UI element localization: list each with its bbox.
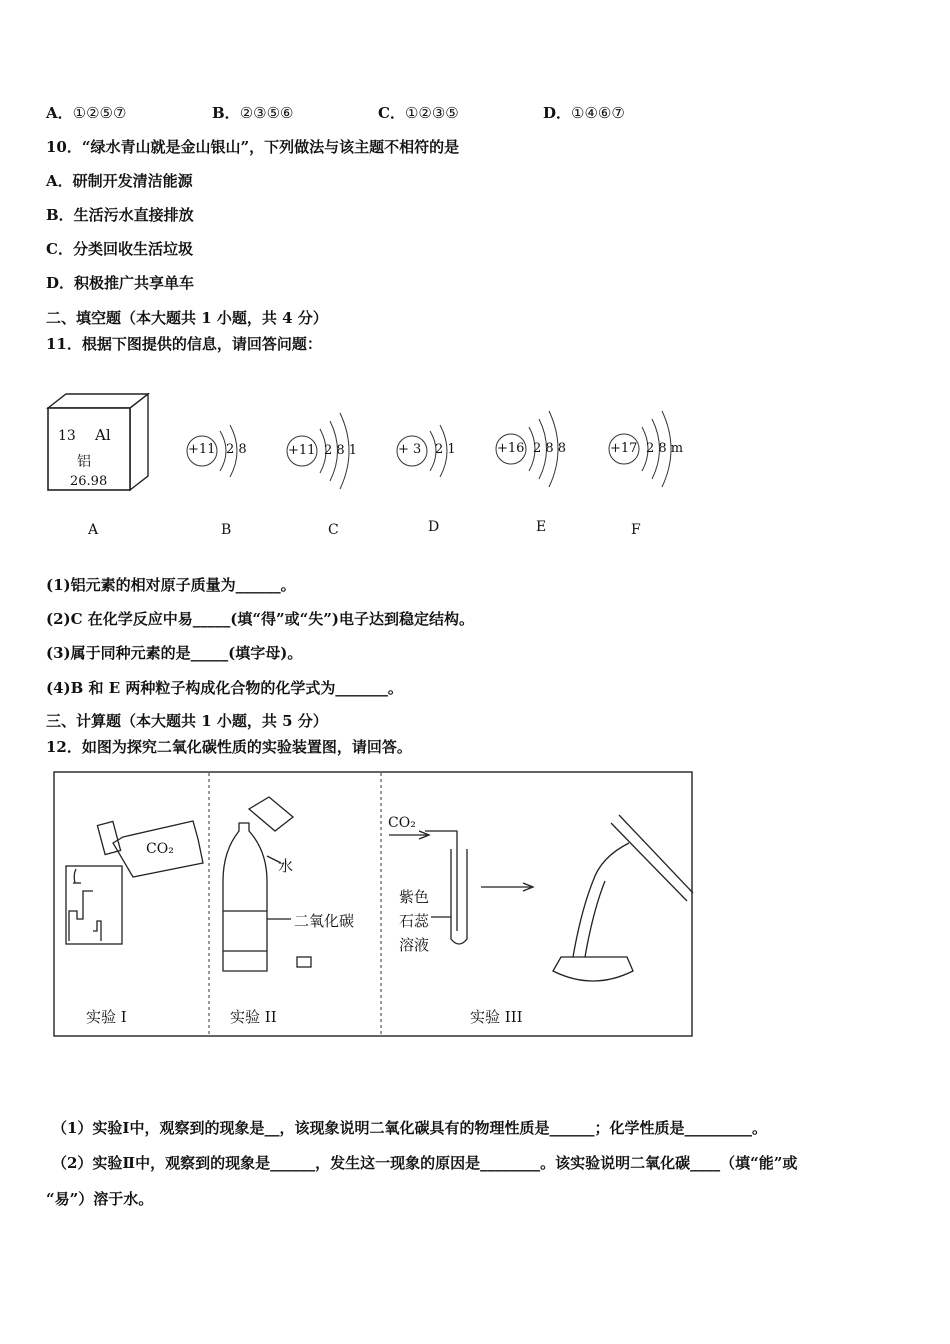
- q11-sub-1: (1)铝元素的相对原子质量为______。: [46, 576, 296, 594]
- q10-option-b: B．生活污水直接排放: [46, 206, 194, 224]
- q12-sub-1: （1）实验Ⅰ中，观察到的现象是__，该现象说明二氧化碳具有的物理性质是______；化学性质是_________。: [52, 1119, 767, 1137]
- atom-e-nucleus: +16: [497, 441, 525, 456]
- atom-c-shells: 2 8 1: [324, 443, 358, 458]
- exp2-water-label: 水: [278, 857, 294, 875]
- atom-d-nucleus: + 3: [398, 442, 422, 457]
- section-3-heading: 三、计算题（本大题共 1 小题，共 5 分）: [46, 712, 328, 730]
- q9-option-a: A．①②⑤⑦: [46, 104, 127, 122]
- q11-sub-2: (2)C 在化学反应中易_____(填“得”或“失”)电子达到稳定结构。: [46, 610, 475, 628]
- exp2-co2-label: 二氧化碳: [294, 912, 355, 930]
- q11-sub-3: (3)属于同种元素的是_____(填字母)。: [46, 644, 303, 662]
- element-symbol: Al: [95, 426, 111, 444]
- label-e: E: [536, 519, 547, 535]
- exp3-litmus-2: 石蕊: [399, 912, 430, 930]
- q9-option-c: C．①②③⑤: [378, 104, 459, 122]
- exp1-caption: 实验 I: [86, 1008, 127, 1026]
- exp1-co2-label: CO₂: [146, 841, 174, 857]
- q9-option-b: B．②③⑤⑥: [212, 104, 294, 122]
- q10-option-d: D．积极推广共享单车: [46, 274, 195, 292]
- co2-experiment-figure: [53, 771, 695, 1039]
- q12-sub-2: （2）实验Ⅱ中，观察到的现象是______，发生这一现象的原因是________。该实验说明二氧化碳____（填“能”或: [52, 1154, 798, 1172]
- atom-d-shells: 2 1: [435, 442, 456, 457]
- q11-stem: 11．根据下图提供的信息，请回答问题：: [46, 335, 322, 353]
- atom-f-shells: 2 8 m: [646, 441, 684, 456]
- label-d: D: [428, 519, 440, 535]
- q10-option-a: A．研制开发清洁能源: [46, 172, 193, 190]
- atom-b-nucleus: +11: [188, 442, 216, 457]
- exp3-litmus-1: 紫色: [399, 888, 430, 906]
- element-name: 铝: [77, 454, 91, 470]
- exp3-co2-label: CO₂: [388, 815, 416, 831]
- element-number: 13: [58, 428, 76, 444]
- q12-stem: 12．如图为探究二氧化碳性质的实验装置图，请回答。: [46, 738, 412, 756]
- q11-sub-4: (4)B 和 E 两种粒子构成化合物的化学式为_______。: [46, 679, 403, 697]
- atom-b-shells: 2 8: [226, 442, 247, 457]
- element-mass: 26.98: [70, 474, 108, 489]
- label-f: F: [631, 522, 641, 538]
- q10-option-c: C．分类回收生活垃圾: [46, 240, 193, 258]
- exp3-litmus-3: 溶液: [399, 936, 430, 954]
- label-c: C: [328, 522, 339, 538]
- atom-c-nucleus: +11: [288, 443, 316, 458]
- label-b: B: [221, 522, 232, 538]
- exp2-caption: 实验 II: [230, 1008, 277, 1026]
- atom-f-nucleus: +17: [610, 441, 638, 456]
- section-2-heading: 二、填空题（本大题共 1 小题，共 4 分）: [46, 309, 328, 327]
- atom-e-shells: 2 8 8: [533, 441, 567, 456]
- q10-stem: 10．“绿水青山就是金山银山”，下列做法与该主题不相符的是: [46, 138, 460, 156]
- q12-sub-2-cont: “易”）溶于水。: [46, 1190, 154, 1208]
- label-a: A: [88, 522, 99, 538]
- q9-option-d: D．①④⑥⑦: [543, 104, 625, 122]
- exp3-caption: 实验 III: [470, 1008, 523, 1026]
